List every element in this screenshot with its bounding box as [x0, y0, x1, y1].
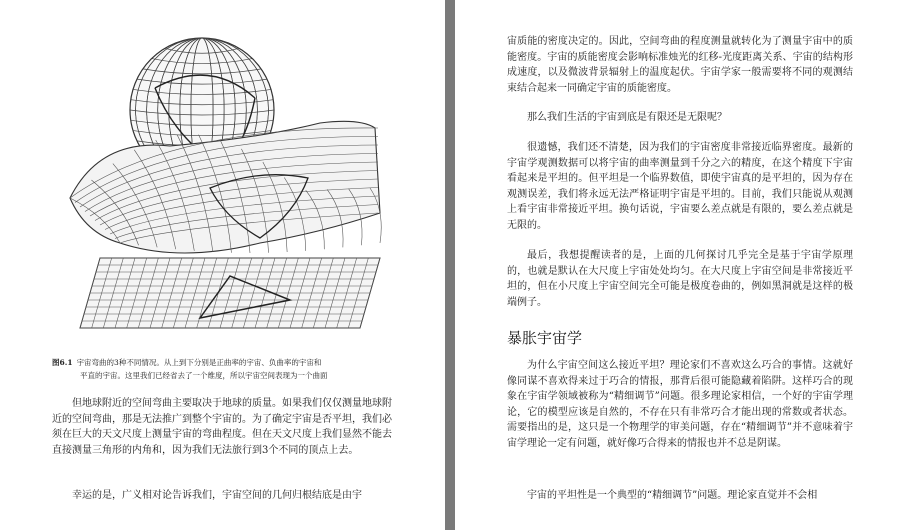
right-page	[455, 0, 900, 530]
figure-label: 图6.1	[52, 358, 73, 367]
flat-plane	[80, 258, 380, 328]
section-title: 暴胀宇宙学	[507, 329, 583, 347]
right-paragraph-2: 那么我们生活的宇宙到底是有限还是无限呢？	[527, 112, 727, 123]
right-paragraph-6: 宇宙的平坦性是一个典型的“精细调节”问题。理论家直觉并不会相	[527, 490, 818, 501]
right-paragraph-4: 最后，我想提醒读者的是，上面的几何探讨几乎完全是基于宇宙学原理的，也就是默认在大尺度上宇宙处处均匀。在大尺度上宇宙空间是非常接近平坦的，但在小尺度上宇宙空间完全可能是极度卷曲的，例如黑洞就是这样的极端例子。	[507, 250, 853, 308]
curvature-figure	[60, 28, 400, 348]
caption-line-2: 平直的宇宙。这里我们已经省去了一个维度，所以宇宙空间表现为一个曲面	[80, 371, 328, 380]
right-paragraph-1: 宙质能的密度决定的。因此，空间弯曲的程度测量就转化为了测量宇宙中的质能密度。宇宙的质能密度会影响标准烛光的红移-光度距离关系、宇宙的结构形成速度，以及微波背景辐射上的温度起伏。宇宙学家一般需要将不同的观测结束结合起来一同确定宇宙的质能密度。	[507, 36, 853, 94]
left-paragraph-2: 幸运的是，广义相对论告诉我们，宇宙空间的几何归根结底是由宇	[72, 490, 362, 501]
left-paragraph-1: 但地球附近的空间弯曲主要取决于地球的质量。如果我们仅仅测量地球附近的空间弯曲，那是无法推广到整个宇宙的。为了确定宇宙是否平坦，我们必须在巨大的天文尺度上测量宇宙的弯曲程度。但在天文尺度上我们显然不能去直接测量三角形的内角和，因为我们无法旅行到3个不同的顶点上去。	[52, 398, 392, 456]
caption-line-1: 宇宙弯曲的3种不同情况。从上到下分别是正曲率的宇宙、负曲率的宇宙和	[76, 358, 322, 367]
negative-curvature-saddle	[70, 121, 381, 253]
right-paragraph-3: 很遗憾，我们还不清楚，因为我们的宇宙密度非常接近临界密度。最新的宇宙学观测数据可以将宇宙的曲率测量到千分之六的精度，在这个精度下宇宙看起来是平坦的。但平坦是一个临界数值，即使宇宙真的是平坦的，因为存在观测误差，我们将永远无法严格证明宇宙是平坦的。目前，我们只能说从观测上看宇宙非常接近平坦。换句话说，宇宙要么差点就是有限的，要么差点就是无限的。	[507, 142, 853, 231]
figure-caption	[52, 356, 412, 382]
page-divider	[445, 0, 455, 530]
right-paragraph-5: 为什么宇宙空间这么接近平坦？理论家们不喜欢这么巧合的事情。这就好像同谋不喜欢得来过于巧合的情报，那背后很可能隐藏着陷阱。这样巧合的现象在宇宙学领域被称为“精细调节”问题。很多理论家相信，一个好的宇宙学理论，它的模型应该是自然的，不存在只有非常巧合才能出现的常数或者状态。需要指出的是，这只是一个物理学的审美问题，存在“精细调节”并不意味着宇宙学理论一定有问题，就好像巧合得来的情报也并不总是阴谋。	[507, 360, 853, 449]
left-page	[0, 0, 445, 530]
